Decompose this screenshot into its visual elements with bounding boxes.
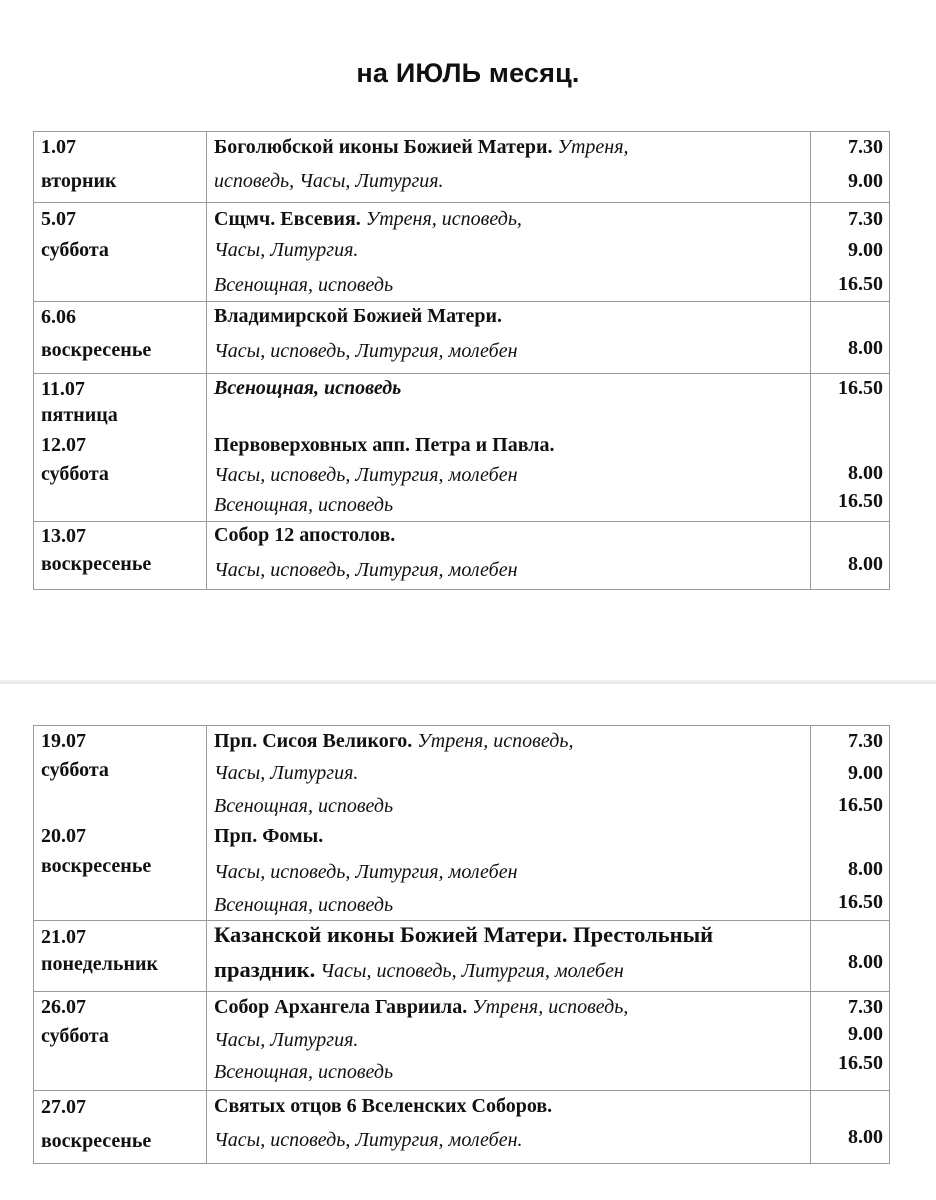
service-line	[214, 136, 629, 158]
service-text: Всенощная, исповедь	[214, 795, 394, 817]
time-cell	[811, 726, 890, 921]
feast-name: Святых отцов 6 Вселенских Соборов.	[214, 1095, 553, 1117]
service-cell	[207, 203, 811, 302]
weekday: понедельник	[41, 953, 159, 975]
service-cell	[207, 1091, 811, 1164]
service-text: Всенощная, исповедь	[214, 1061, 394, 1083]
service-text: Утреня,	[552, 136, 629, 158]
service-line	[214, 959, 624, 982]
service-cell	[207, 302, 811, 374]
service-line	[214, 208, 522, 230]
service-text: Часы, исповедь, Литургия, молебен	[315, 960, 624, 982]
feast-name: Всенощная, исповедь	[214, 377, 402, 399]
feast-name: Боголюбской иконы Божией Матери.	[214, 136, 553, 158]
feast-name: Прп. Сисоя Великого.	[214, 730, 413, 752]
service-time: 8.00	[848, 462, 883, 484]
date-number: 13.07	[41, 525, 86, 547]
date-cell	[34, 374, 207, 522]
weekday: суббота	[41, 463, 109, 485]
weekday: суббота	[41, 239, 109, 261]
service-line	[214, 996, 628, 1018]
date-cell	[34, 203, 207, 302]
service-line	[214, 434, 554, 456]
service-time: 7.30	[848, 136, 883, 158]
time-cell	[811, 1091, 890, 1164]
service-line	[214, 170, 444, 192]
service-line	[214, 1095, 552, 1117]
service-time: 16.50	[838, 891, 883, 913]
service-text: исповедь, Часы, Литургия.	[214, 170, 444, 192]
schedule-row	[34, 302, 890, 374]
time-cell	[811, 374, 890, 522]
service-line	[214, 494, 393, 516]
date-cell	[34, 726, 207, 921]
date-number: 19.07	[41, 730, 86, 752]
date-cell	[34, 302, 207, 374]
service-line	[214, 924, 713, 947]
time-cell	[811, 203, 890, 302]
feast-name: Сщмч. Евсевия.	[214, 208, 361, 230]
service-time: 8.00	[848, 553, 883, 575]
service-line	[214, 340, 518, 362]
schedule-row	[34, 992, 890, 1091]
date-number: 12.07	[41, 434, 86, 456]
service-text: Часы, исповедь, Литургия, молебен	[214, 861, 518, 883]
weekday: воскресенье	[41, 1130, 152, 1152]
service-line	[214, 861, 518, 883]
service-time: 16.50	[838, 794, 883, 816]
service-time: 16.50	[838, 273, 883, 295]
service-line	[214, 1129, 523, 1151]
service-time: 8.00	[848, 951, 883, 973]
service-time: 9.00	[848, 762, 883, 784]
service-text: Часы, исповедь, Литургия, молебен	[214, 559, 518, 581]
service-time: 16.50	[838, 490, 883, 512]
date-number: 6.06	[41, 306, 76, 328]
feast-name: праздник.	[214, 957, 316, 982]
feast-name: Владимирской Божией Матери.	[214, 305, 502, 327]
service-cell	[207, 921, 811, 992]
schedule-row	[34, 726, 890, 921]
service-line	[214, 524, 395, 546]
schedule-row	[34, 203, 890, 302]
feast-name: Первоверховных апп. Петра и Павла.	[214, 434, 555, 456]
service-text: Часы, Литургия.	[214, 762, 359, 784]
feast-name: Собор 12 апостолов.	[214, 524, 396, 546]
page-title: на ИЮЛЬ месяц.	[356, 58, 580, 88]
service-time: 7.30	[848, 730, 883, 752]
date-number: 20.07	[41, 825, 86, 847]
service-cell	[207, 726, 811, 921]
service-line	[214, 305, 502, 327]
service-time: 9.00	[848, 170, 883, 192]
service-time: 9.00	[848, 1023, 883, 1045]
feast-name: Прп. Фомы.	[214, 825, 324, 847]
schedule-row	[34, 1091, 890, 1164]
feast-name: Казанской иконы Божией Матери. Престольный	[214, 922, 714, 947]
service-text: Часы, Литургия.	[214, 1029, 359, 1051]
schedule-row	[34, 374, 890, 522]
service-text: Всенощная, исповедь	[214, 274, 394, 296]
service-line	[214, 559, 518, 581]
service-line	[214, 795, 393, 817]
service-line	[214, 1029, 358, 1051]
service-time: 16.50	[838, 1052, 883, 1074]
service-text: Утреня, исповедь,	[467, 996, 629, 1018]
date-number: 5.07	[41, 208, 76, 230]
service-text: Часы, исповедь, Литургия, молебен	[214, 340, 518, 362]
service-time: 9.00	[848, 239, 883, 261]
time-cell	[811, 992, 890, 1091]
schedule-table-2	[33, 725, 890, 1164]
schedule-table-1	[33, 131, 890, 590]
weekday: суббота	[41, 759, 109, 781]
service-time: 8.00	[848, 337, 883, 359]
service-time: 8.00	[848, 1126, 883, 1148]
service-text: Всенощная, исповедь	[214, 894, 394, 916]
feast-name: Собор Архангела Гавриила.	[214, 996, 468, 1018]
service-line	[214, 464, 518, 486]
service-line	[214, 377, 401, 399]
date-cell	[34, 1091, 207, 1164]
schedule-row	[34, 132, 890, 203]
time-cell	[811, 302, 890, 374]
service-time: 7.30	[848, 208, 883, 230]
service-cell	[207, 374, 811, 522]
weekday: вторник	[41, 170, 117, 192]
service-line	[214, 825, 323, 847]
weekday: суббота	[41, 1025, 109, 1047]
service-text: Часы, исповедь, Литургия, молебен	[214, 464, 518, 486]
service-text: Утреня, исповедь,	[412, 730, 574, 752]
weekday: воскресенье	[41, 553, 152, 575]
service-text: Часы, Литургия.	[214, 239, 359, 261]
service-line	[214, 274, 393, 296]
schedule-row	[34, 522, 890, 590]
time-cell	[811, 522, 890, 590]
date-cell	[34, 522, 207, 590]
service-time: 8.00	[848, 858, 883, 880]
section-divider	[0, 680, 936, 684]
service-time: 7.30	[848, 996, 883, 1018]
date-number: 26.07	[41, 996, 86, 1018]
date-number: 27.07	[41, 1096, 86, 1118]
service-line	[214, 1061, 393, 1083]
service-text: Часы, исповедь, Литургия, молебен.	[214, 1129, 523, 1151]
date-cell	[34, 992, 207, 1091]
service-time: 16.50	[838, 377, 883, 399]
service-cell	[207, 522, 811, 590]
service-text: Утреня, исповедь,	[360, 208, 522, 230]
time-cell	[811, 132, 890, 203]
weekday: воскресенье	[41, 855, 152, 877]
service-cell	[207, 992, 811, 1091]
date-number: 1.07	[41, 136, 76, 158]
date-cell	[34, 132, 207, 203]
service-line	[214, 762, 358, 784]
service-line	[214, 239, 358, 261]
time-cell	[811, 921, 890, 992]
date-number: 11.07	[41, 378, 85, 400]
date-number: 21.07	[41, 926, 86, 948]
weekday: пятница	[41, 404, 118, 426]
service-line	[214, 730, 573, 752]
service-cell	[207, 132, 811, 203]
service-text: Всенощная, исповедь	[214, 494, 394, 516]
weekday: воскресенье	[41, 339, 152, 361]
date-cell	[34, 921, 207, 992]
schedule-row	[34, 921, 890, 992]
service-line	[214, 894, 393, 916]
